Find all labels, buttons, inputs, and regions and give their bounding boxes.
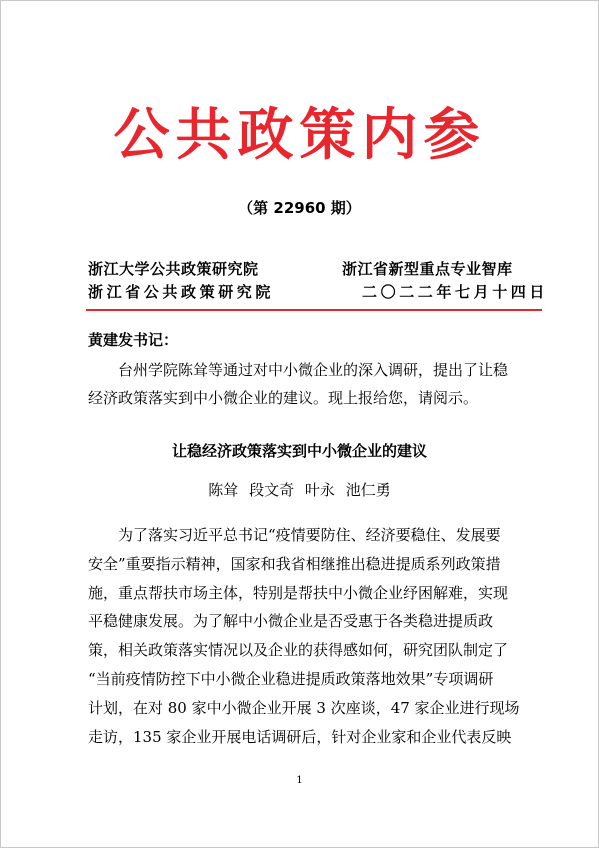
header-divider: [86, 309, 542, 311]
author-name: 段文奇: [249, 481, 295, 499]
author-name: 叶永: [304, 481, 335, 499]
intro-line: 台州学院陈耸等通过对中小微企业的深入调研，提出了让稳: [118, 361, 509, 379]
body-line: 计划，在对 80 家中小微企业开展 3 次座谈，47 家企业进行现场: [88, 698, 520, 717]
publisher-name-1: 浙江大学公共政策研究院: [88, 260, 259, 278]
think-tank-label: 浙江省新型重点专业智库: [342, 260, 513, 278]
issue-date: 二〇二二年七月十四日: [362, 283, 549, 301]
body-line: 策，相关政策落实情况以及企业的获得感如何，研究团队制定了: [88, 641, 509, 660]
author-list: [0, 480, 599, 500]
intro-line: 经济政策落实到中小微企业的建议。现上报给您，请阅示。: [88, 389, 479, 407]
issue-number: （第 22960 期）: [238, 199, 361, 217]
publisher-name-2: 浙江省公共政策研究院: [88, 283, 275, 301]
body-line: 走访，135 家企业开展电话调研后，针对企业家和企业代表反映: [88, 727, 512, 746]
article-title: 让稳经济政策落实到中小微企业的建议: [171, 442, 427, 460]
author-name: 陈耸: [208, 481, 239, 499]
page-number: 1: [296, 775, 303, 786]
masthead-title: 公共政策内参: [113, 103, 486, 168]
body-line: 安全”重要指示精神，国家和我省相继推出稳进提质系列政策措: [88, 554, 501, 573]
body-line: 为了落实习近平总书记“疫情要防住、经济要稳住、发展要: [118, 526, 501, 544]
body-paragraph: [88, 521, 540, 751]
salutation: 黄建发书记：: [88, 331, 179, 349]
intro-paragraph: [88, 356, 540, 412]
body-line: “当前疫情防控下中小微企业稳进提质政策落地效果”专项调研: [88, 669, 494, 688]
author-name: 池仁勇: [345, 481, 391, 499]
body-line: 施，重点帮扶市场主体，特别是帮扶中小微企业纾困解难，实现: [88, 583, 509, 602]
body-line: 平稳健康发展。为了解中小微企业是否受惠于各类稳进提质政: [88, 612, 494, 631]
